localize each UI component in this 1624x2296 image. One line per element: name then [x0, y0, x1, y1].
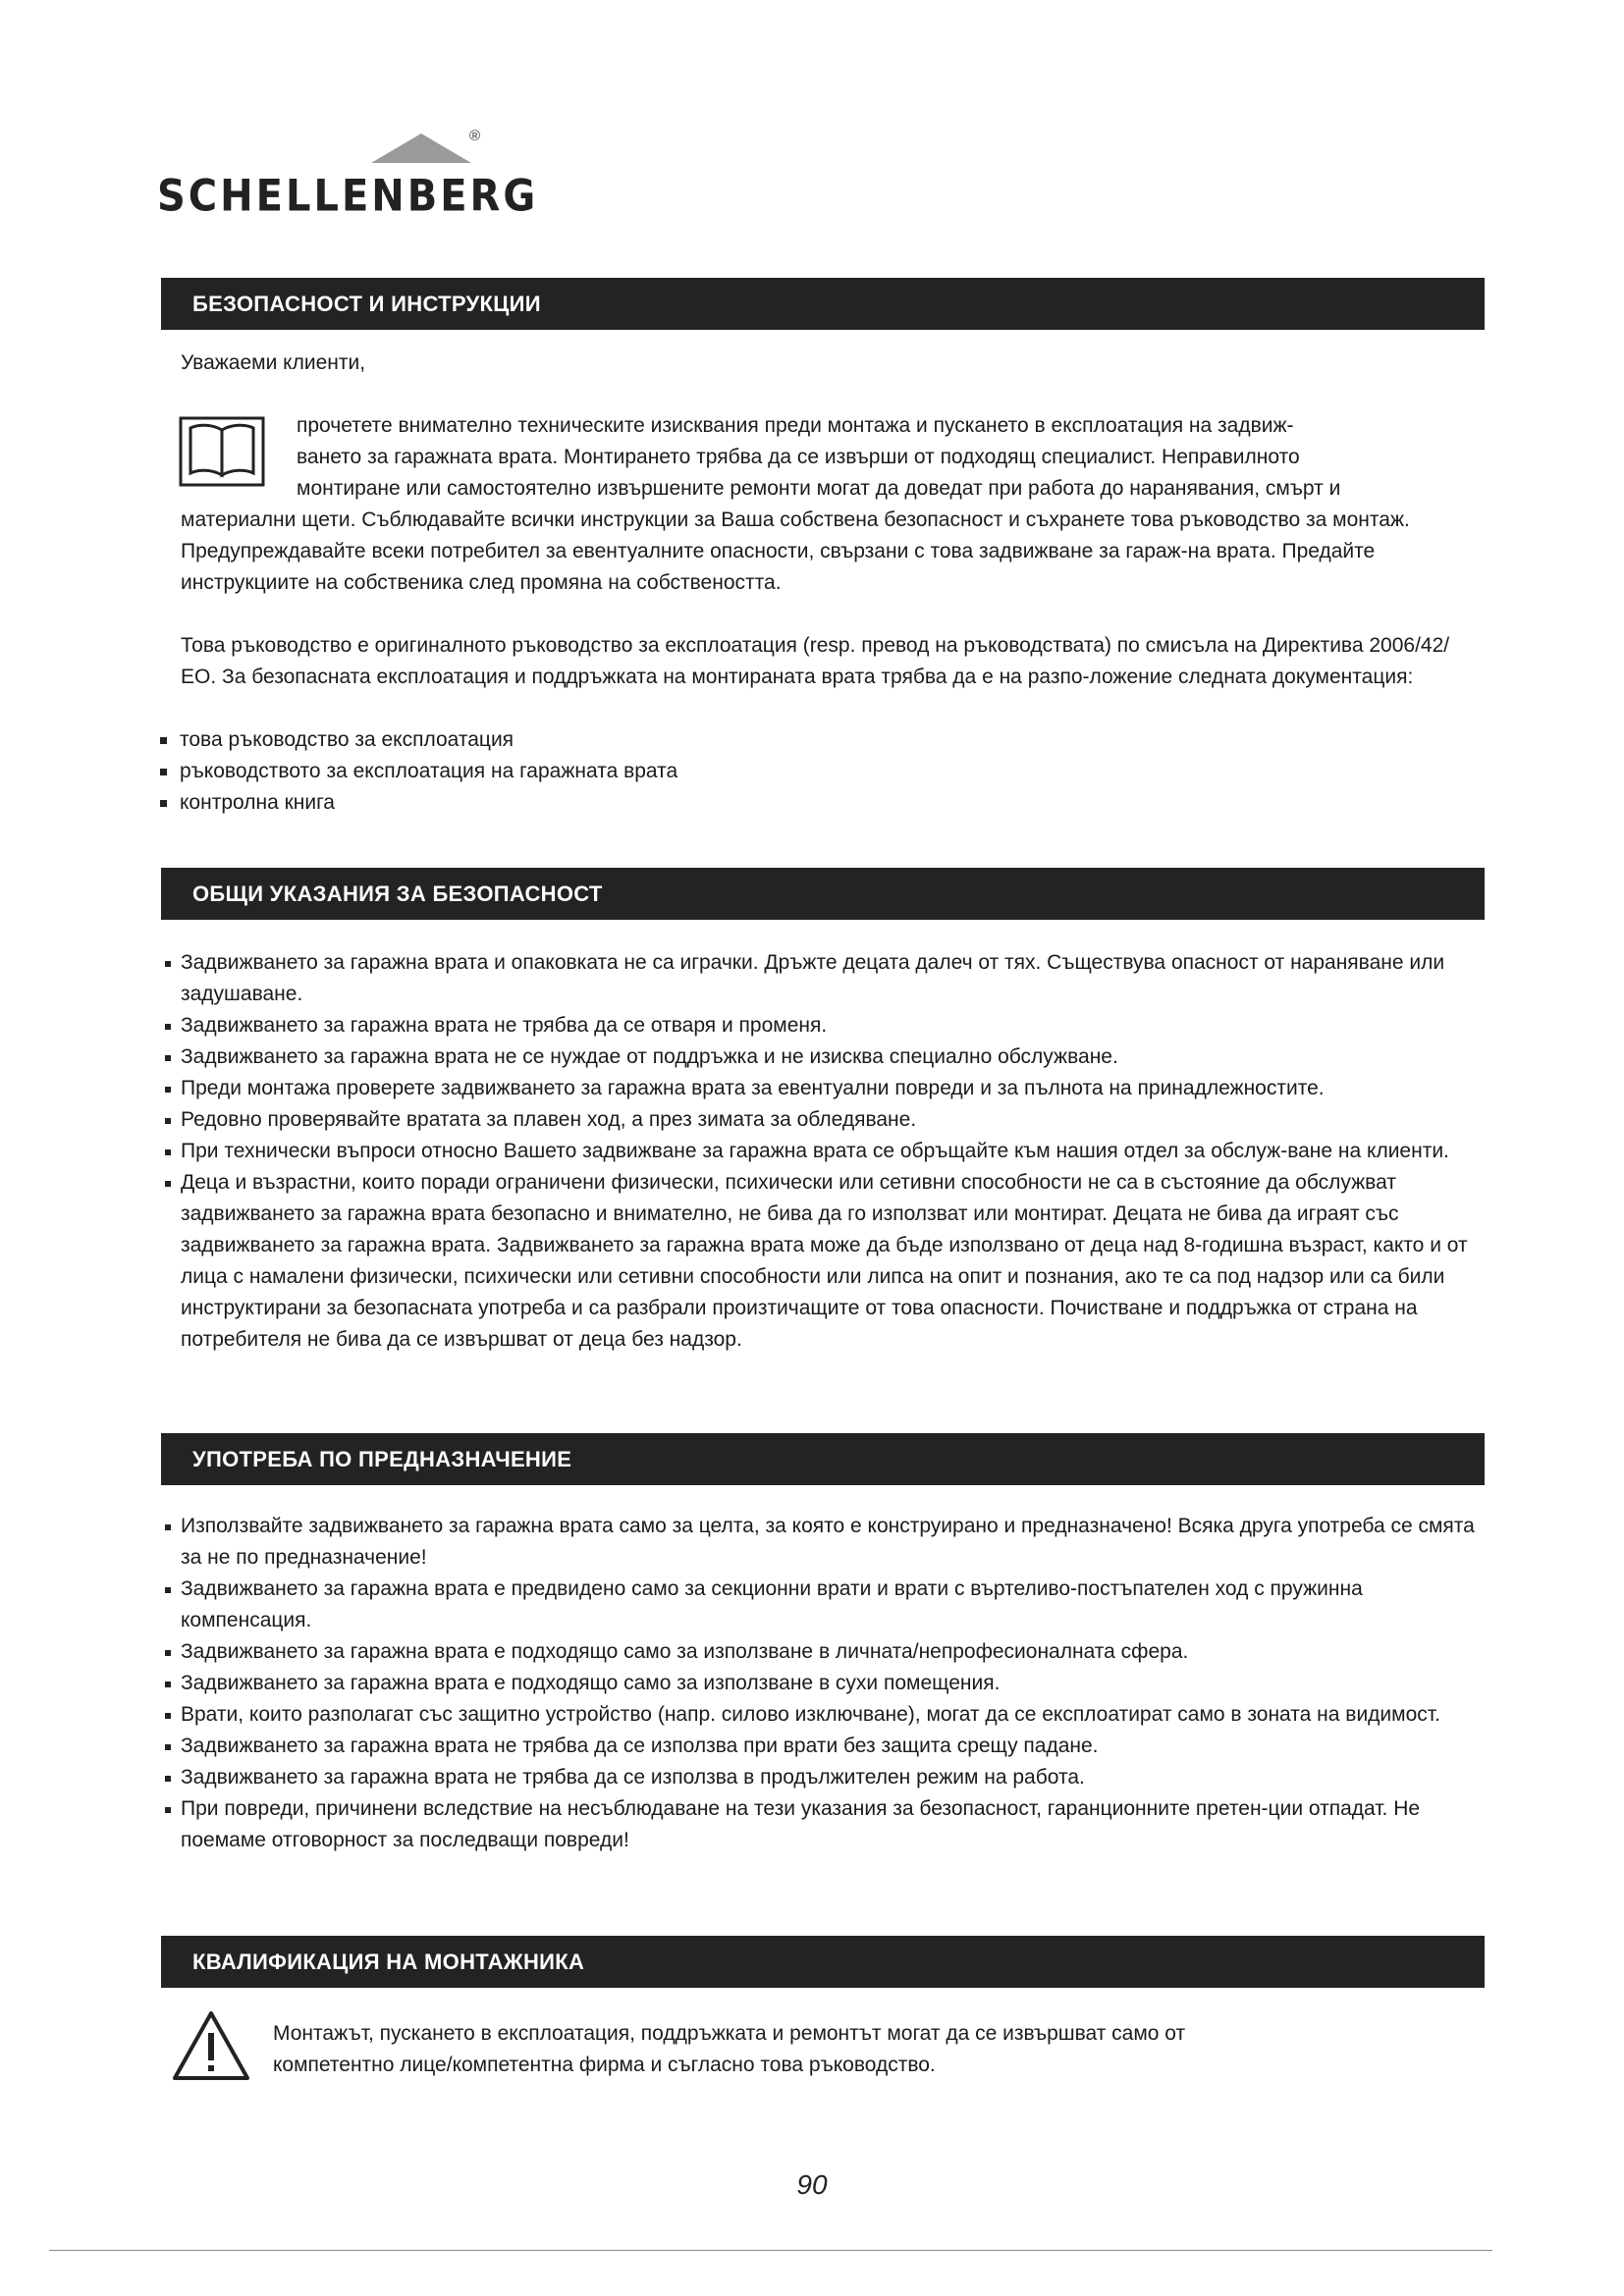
list-item: ръководството за експлоатация на гаражната врата: [160, 756, 1481, 787]
list-item: Задвижването за гаражна врата е подходящо само за използване в сухи помещения.: [165, 1668, 1483, 1699]
intro-line-2: ването за гаражната врата. Монтирането трябва да се извърши от подходящ специалист. Неправилното: [297, 446, 1300, 468]
page-number: 90: [796, 2169, 828, 2200]
list-item: контролна книга: [160, 787, 1481, 819]
footer-divider: [49, 2250, 1492, 2251]
list-item: Използвайте задвижването за гаражна врата само за целта, за която е конструирано и предназначено! Всяка друга употреба се смята за не по предназначение!: [165, 1511, 1483, 1574]
brand-logo: [157, 128, 539, 226]
greeting: Уважаеми клиенти,: [181, 351, 366, 374]
section-heading-qualification: КВАЛИФИКАЦИЯ НА МОНТАЖНИКА: [161, 1936, 1485, 1988]
list-item: Деца и възрастни, които поради ограничени физически, психически или сетивни способности не са в състояние да обслужват задвижването за гаражна врата безопасно и внимателно, не бива да го използват или монтират. Децата не бива да играят със задвижването за гаражна врата. Задвижването за гаражна врата може да бъде използвано от деца над 8-годишна възраст, както и от лица с намалени физически, психически или сетивни способности или липса на опит и познания, ако те са под надзор или са били инструктирани за безопасната употреба и са разбрали произтичащите от това опасности. Почистване и поддръжка от страна на потребителя не бива да се извършват от деца без надзор.: [165, 1167, 1483, 1356]
brand-wordmark: SCHELLENBERG: [157, 171, 539, 222]
roof-logo-icon: [369, 132, 473, 171]
intro-line-3: монтиране или самостоятелно извършените ремонти могат да доведат при работа до наранявания, смърт и: [297, 477, 1341, 500]
list-item: Редовно проверявайте вратата за плавен ход, а през зимата за обледяване.: [165, 1104, 1483, 1136]
intro-rest: материални щети. Съблюдавайте всички инструкции за Ваша собствена безопасност и съхранете това ръководство за монтаж. Предупреждавайте всеки потребител за евентуалните опасности, свързани с това задвижване за гараж-на врата. Предайте инструкциите на собственика след промяна на собствеността.: [181, 508, 1410, 594]
registered-mark: ®: [469, 128, 481, 144]
intended-use-list: [165, 1511, 1483, 1856]
list-item: Задвижването за гаражна врата не се нуждае от поддръжка и не изисква специално обслужване.: [165, 1041, 1483, 1073]
list-item: Задвижването за гаражна врата е подходящо само за използване в личната/непрофесионалната сфера.: [165, 1636, 1483, 1668]
general-list: [165, 947, 1483, 1356]
list-item: Задвижването за гаражна врата и опаковката не са играчки. Дръжте децата далеч от тях. Съществува опасност от нараняване или задушаване.: [165, 947, 1483, 1010]
manual-text: Това ръководство е оригиналното ръководство за експлоатация (resp. превод на ръководствата) по смисъла на Директива 2006/42/ЕО. За безопасната експлоатация и поддръжката на монтираната врата трябва да е на разпо-ложение следната документация:: [181, 634, 1450, 688]
safety-intro: [181, 410, 1477, 599]
section-heading-safety: БЕЗОПАСНОСТ И ИНСТРУКЦИИ: [161, 278, 1485, 330]
section-heading-intended-use: УПОТРЕБА ПО ПРЕДНАЗНАЧЕНИЕ: [161, 1433, 1485, 1485]
list-item: Преди монтажа проверете задвижването за гаражна врата за евентуални повреди и за пълнота на принадлежностите.: [165, 1073, 1483, 1104]
list-item: Задвижването за гаражна врата не трябва да се отваря и променя.: [165, 1010, 1483, 1041]
section-heading-general: ОБЩИ УКАЗАНИЯ ЗА БЕЗОПАСНОСТ: [161, 868, 1485, 920]
intro-line-1: прочетете внимателно техническите изисквания преди монтажа и пускането в експлоатация на задвиж-: [297, 414, 1294, 437]
list-item: Задвижването за гаражна врата не трябва да се използва в продължителен режим на работа.: [165, 1762, 1483, 1793]
list-item: Задвижването за гаражна врата е предвидено само за секционни врати и врати с въртеливо-постъпателен ход с пружинна компенсация.: [165, 1574, 1483, 1636]
docs-list: [160, 724, 1481, 819]
qualification-text: Монтажът, пускането в експлоатация, поддръжката и ремонтът могат да се извършват само от компетентно лице/компетентна фирма и съгласно това ръководство.: [273, 2022, 1186, 2076]
list-item: Задвижването за гаражна врата не трябва да се използва при врати без защита срещу падане.: [165, 1731, 1483, 1762]
list-item: При повреди, причинени вследствие на несъблюдаване на тези указания за безопасност, гаранционните претен-ции отпадат. Не поемаме отговорност за последващи повреди!: [165, 1793, 1483, 1856]
list-item: При технически въпроси относно Вашето задвижване за гаражна врата се обръщайте към нашия отдел за обслуж-ване на клиенти.: [165, 1136, 1483, 1167]
list-item: Врати, които разполагат със защитно устройство (напр. силово изключване), могат да се експлоатират само в зоната на видимост.: [165, 1699, 1483, 1731]
warning-icon: [171, 2009, 251, 2082]
list-item: това ръководство за експлоатация: [160, 724, 1481, 756]
